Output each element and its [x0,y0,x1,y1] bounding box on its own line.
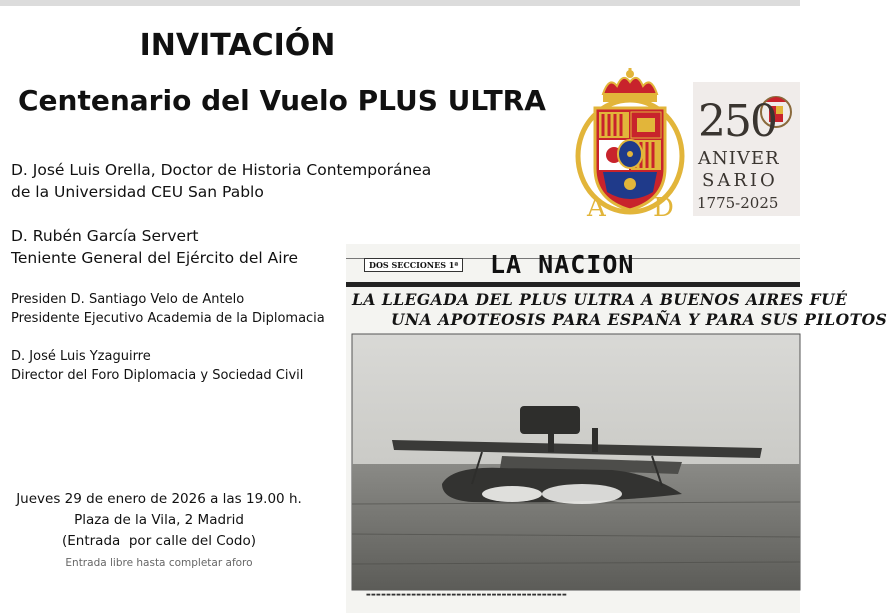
anniversary-years: 1775-2025 [697,194,779,212]
newspaper-headline-line-2: UNA APOTEOSIS PARA ESPAÑA Y PARA SUS PILOTOS [391,310,887,329]
initial-d: D [653,193,674,223]
speaker-name: D. José Luis Yzaguirre [11,349,151,364]
anniversary-number: 250 [698,96,776,147]
seaplane-photo [352,334,800,590]
speaker-3 [11,290,325,328]
newspaper-masthead: LA NACION [490,250,635,279]
anniversary-word-1: ANIVER [698,148,780,169]
photo-caption-lines: ▬▬▬▬▬▬▬▬▬▬▬▬▬▬▬▬▬▬▬▬▬▬▬▬▬▬▬▬▬▬▬▬▬▬▬▬▬▬▬▬ [366,592,567,598]
newspaper-dateline-bar [346,282,800,287]
royal-coat-of-arms-icon [573,68,687,223]
invitation-title: INVITACIÓN [139,28,336,63]
speaker-name: Presiden D. Santiago Velo de Antelo [11,292,245,307]
initial-a: A [587,193,606,223]
entry-note: Entrada libre hasta completar aforo [65,557,253,569]
newspaper-headline-line-1: LA LLEGADA DEL PLUS ULTRA A BUENOS AIRES FUÉ [352,290,848,309]
speaker-1 [11,159,431,203]
crown-icon [603,68,657,102]
event-details [0,489,318,552]
speaker-role: de la Universidad CEU San Pablo [11,183,264,201]
anniversary-logo [693,82,800,216]
speaker-role: Teniente General del Ejército del Aire [11,249,299,267]
event-subtitle: Centenario del Vuelo PLUS ULTRA [18,84,546,117]
event-date-time: Jueves 29 de enero de 2026 a las 19.00 h. [16,491,302,507]
speaker-name: D. José Luis Orella, Doctor de Historia Contemporánea [11,161,432,179]
newspaper-section: DOS SECCIONES 1ª [364,258,463,272]
newspaper-clipping [346,244,887,613]
speaker-4 [11,347,303,385]
top-border [0,0,800,6]
speaker-2 [11,225,298,269]
speaker-name: D. Rubén García Servert [11,227,199,245]
speaker-role: Presidente Ejecutivo Academia de la Diplomacia [11,311,325,326]
anniversary-word-2: SARIO [702,170,778,191]
event-entrance: (Entrada por calle del Codo) [61,533,257,549]
speaker-role: Director del Foro Diplomacia y Sociedad Civil [11,368,304,383]
event-venue: Plaza de la Vila, 2 Madrid [74,512,244,528]
